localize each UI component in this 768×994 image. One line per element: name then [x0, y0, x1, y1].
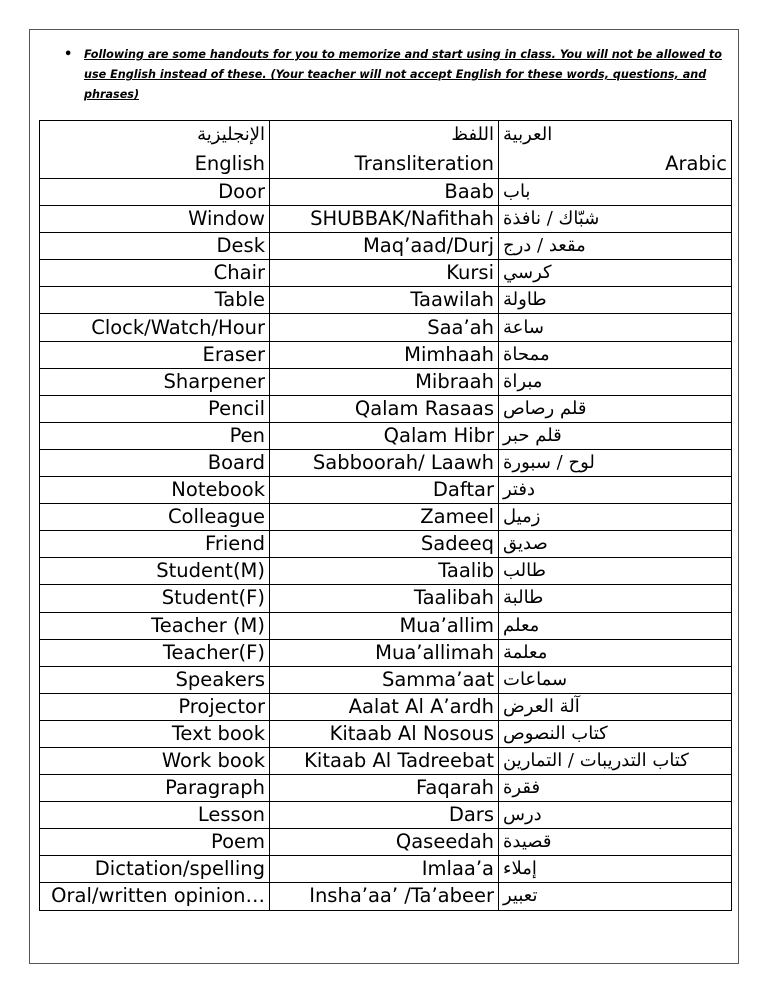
- table-row: [40, 883, 732, 910]
- cell-english: Text book: [40, 720, 270, 747]
- cell-english: Eraser: [40, 341, 270, 368]
- table-row: [40, 693, 732, 720]
- header-english-arabic: الإنجليزية: [40, 121, 270, 150]
- cell-english: Poem: [40, 829, 270, 856]
- cell-translit: Sadeeq: [270, 531, 499, 558]
- cell-english: Oral/written opinion…: [40, 883, 270, 910]
- cell-arabic: لوح / سبورة: [499, 449, 732, 476]
- cell-arabic: زميل: [499, 504, 732, 531]
- table-row: [40, 829, 732, 856]
- table-row: [40, 477, 732, 504]
- table-row: [40, 585, 732, 612]
- cell-translit: Insha’aa’ /Ta’abeer: [270, 883, 499, 910]
- table-row: [40, 558, 732, 585]
- cell-english: Work book: [40, 747, 270, 774]
- cell-translit: Maq’aad/Durj: [270, 233, 499, 260]
- cell-english: Window: [40, 206, 270, 233]
- header-translit: Transliteration: [270, 150, 499, 179]
- cell-arabic: تعبير: [499, 883, 732, 910]
- table-row: [40, 747, 732, 774]
- cell-arabic: درس: [499, 802, 732, 829]
- cell-translit: Kitaab Al Nosous: [270, 720, 499, 747]
- cell-english: Dictation/spelling: [40, 856, 270, 883]
- table-row: [40, 395, 732, 422]
- table-row: [40, 720, 732, 747]
- cell-english: Teacher(F): [40, 639, 270, 666]
- cell-english: Lesson: [40, 802, 270, 829]
- cell-english: Student(M): [40, 558, 270, 585]
- header-english: English: [40, 150, 270, 179]
- table-row: [40, 802, 732, 829]
- cell-english: Pencil: [40, 395, 270, 422]
- cell-arabic: صديق: [499, 531, 732, 558]
- cell-arabic: شبّاك / نافذة: [499, 206, 732, 233]
- cell-translit: Taalibah: [270, 585, 499, 612]
- cell-translit: Aalat Al A’ardh: [270, 693, 499, 720]
- cell-arabic: قصيدة: [499, 829, 732, 856]
- cell-translit: Qalam Hibr: [270, 422, 499, 449]
- cell-translit: Imlaa’a: [270, 856, 499, 883]
- cell-translit: Taalib: [270, 558, 499, 585]
- cell-translit: Mimhaah: [270, 341, 499, 368]
- instructions-note: [64, 45, 732, 105]
- cell-arabic: فقرة: [499, 775, 732, 802]
- cell-english: Desk: [40, 233, 270, 260]
- cell-translit: Mua’allim: [270, 612, 499, 639]
- table-row: [40, 422, 732, 449]
- cell-arabic: باب: [499, 179, 732, 206]
- cell-translit: Mibraah: [270, 368, 499, 395]
- cell-english: Friend: [40, 531, 270, 558]
- table-row: [40, 287, 732, 314]
- cell-english: Chair: [40, 260, 270, 287]
- header-row-arabic: [40, 121, 732, 150]
- cell-translit: Kursi: [270, 260, 499, 287]
- vocabulary-table: [39, 120, 732, 911]
- cell-english: Table: [40, 287, 270, 314]
- cell-english: Board: [40, 449, 270, 476]
- cell-translit: Kitaab Al Tadreebat: [270, 747, 499, 774]
- cell-arabic: قلم رصاص: [499, 395, 732, 422]
- table-row: [40, 856, 732, 883]
- cell-english: Notebook: [40, 477, 270, 504]
- table-row: [40, 368, 732, 395]
- cell-arabic: طالبة: [499, 585, 732, 612]
- cell-english: Pen: [40, 422, 270, 449]
- cell-english: Door: [40, 179, 270, 206]
- cell-translit: Qalam Rasaas: [270, 395, 499, 422]
- table-row: [40, 666, 732, 693]
- table-row: [40, 206, 732, 233]
- cell-translit: Daftar: [270, 477, 499, 504]
- header-arabic: Arabic: [499, 150, 732, 179]
- cell-arabic: سماعات: [499, 666, 732, 693]
- cell-english: Teacher (M): [40, 612, 270, 639]
- cell-arabic: معلمة: [499, 639, 732, 666]
- cell-arabic: كتاب التدريبات / التمارين: [499, 747, 732, 774]
- bullet-icon: •: [64, 47, 73, 62]
- cell-arabic: كتاب النصوص: [499, 720, 732, 747]
- cell-english: Sharpener: [40, 368, 270, 395]
- cell-english: Student(F): [40, 585, 270, 612]
- table-row: [40, 775, 732, 802]
- instructions-text: Following are some handouts for you to memorize and start using in class. You will not be allowed to use English instead of these. (Your teacher will not accept English for these words, questions, and phrases): [84, 48, 722, 101]
- cell-translit: Saa’ah: [270, 314, 499, 341]
- cell-arabic: قلم حبر: [499, 422, 732, 449]
- cell-english: Clock/Watch/Hour: [40, 314, 270, 341]
- cell-translit: SHUBBAK/Nafithah: [270, 206, 499, 233]
- cell-translit: Faqarah: [270, 775, 499, 802]
- table-row: [40, 639, 732, 666]
- cell-english: Paragraph: [40, 775, 270, 802]
- table-row: [40, 179, 732, 206]
- cell-translit: Samma’aat: [270, 666, 499, 693]
- cell-arabic: معلم: [499, 612, 732, 639]
- cell-arabic: طالب: [499, 558, 732, 585]
- cell-translit: Dars: [270, 802, 499, 829]
- table-row: [40, 260, 732, 287]
- cell-arabic: آلة العرض: [499, 693, 732, 720]
- cell-arabic: مبراة: [499, 368, 732, 395]
- cell-english: Projector: [40, 693, 270, 720]
- cell-arabic: دفتر: [499, 477, 732, 504]
- header-arabic-arabic: العربية: [499, 121, 732, 150]
- table-row: [40, 531, 732, 558]
- cell-arabic: كرسي: [499, 260, 732, 287]
- cell-english: Speakers: [40, 666, 270, 693]
- cell-arabic: طاولة: [499, 287, 732, 314]
- table-row: [40, 504, 732, 531]
- cell-arabic: إملاء: [499, 856, 732, 883]
- table-row: [40, 341, 732, 368]
- cell-translit: Qaseedah: [270, 829, 499, 856]
- cell-arabic: ممحاة: [499, 341, 732, 368]
- table-row: [40, 612, 732, 639]
- cell-arabic: مقعد / درج: [499, 233, 732, 260]
- cell-translit: Taawilah: [270, 287, 499, 314]
- cell-english: Colleague: [40, 504, 270, 531]
- table-row: [40, 449, 732, 476]
- cell-translit: Zameel: [270, 504, 499, 531]
- header-translit-arabic: اللفظ: [270, 121, 499, 150]
- cell-translit: Sabboorah/ Laawh: [270, 449, 499, 476]
- cell-translit: Mua’allimah: [270, 639, 499, 666]
- cell-arabic: ساعة: [499, 314, 732, 341]
- header-row-english: [40, 150, 732, 179]
- table-row: [40, 314, 732, 341]
- cell-translit: Baab: [270, 179, 499, 206]
- table-row: [40, 233, 732, 260]
